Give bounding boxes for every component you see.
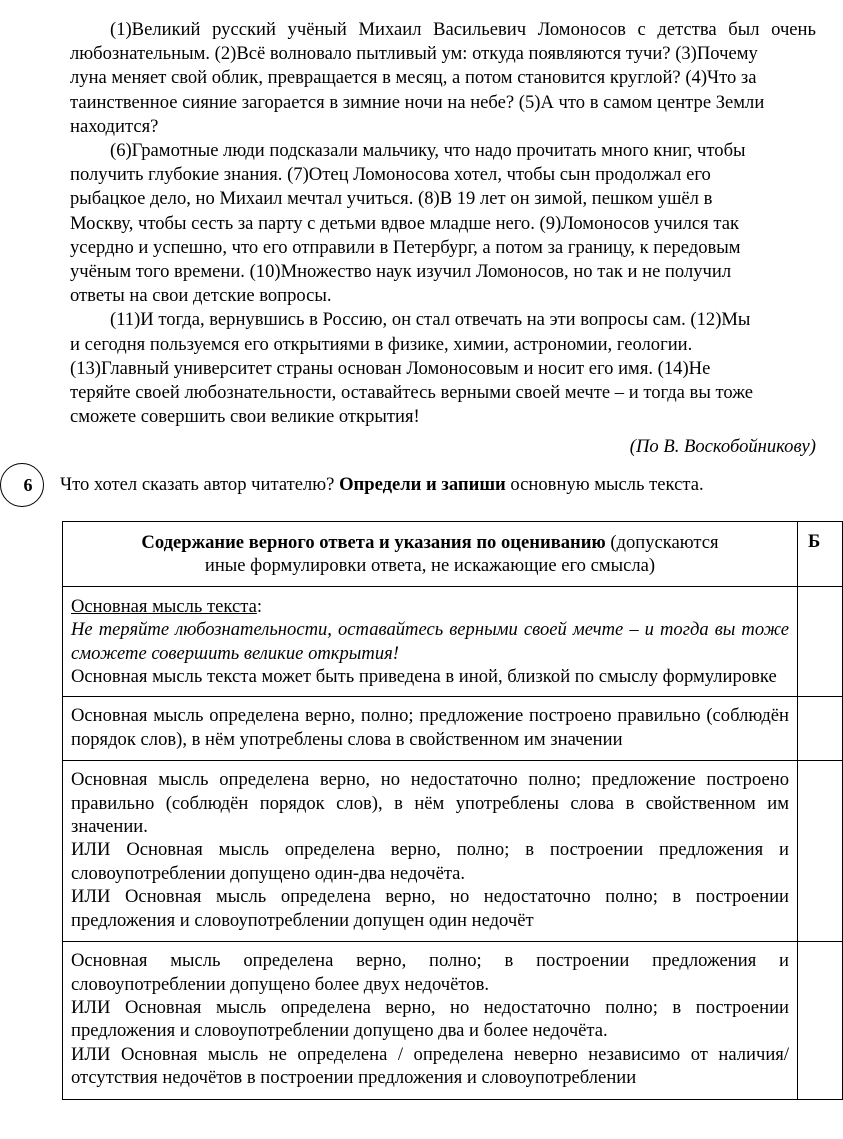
text-line: находится?: [70, 115, 159, 137]
text-line: луна меняет свой облик, превращается в месяц, а потом становится круглой? (4)Что за: [70, 67, 757, 89]
criteria-text: ИЛИ Основная мысль определена верно, но недостаточно полно; в построении предложения и словоупотреблении допущено два и более недочёта.: [71, 996, 789, 1042]
text-line: (11)И тогда, вернувшись в Россию, он стал отвечать на эти вопросы сам. (12)Мы: [110, 309, 751, 331]
main-idea-note: Основная мысль текста может быть приведена в иной, близкой по смыслу формулировке: [71, 666, 777, 688]
score-cell: [798, 697, 843, 761]
source-text: [70, 18, 816, 459]
criteria-text: ИЛИ Основная мысль определена верно, полно; в построении предложения и словоупотреблении допущено один-два недочёта.: [71, 839, 789, 884]
text-line: (13)Главный университет страны основан Ломоносовым и носит его имя. (14)Не: [70, 357, 711, 379]
question-text: Что хотел сказать автор читателю?: [60, 474, 340, 495]
text-line: (1)Великий русский учёный Михаил Васильевич Ломоносов с детства был очень: [110, 19, 816, 40]
task-number-badge: [0, 463, 44, 507]
criteria-cell: [63, 942, 798, 1099]
table-row: [63, 761, 843, 942]
header-title: Содержание верного ответа и указания по оцениванию: [141, 532, 606, 553]
text-line: любознательным. (2)Всё волновало пытливый ум: откуда появляются тучи? (3)Почему: [70, 43, 758, 65]
criteria-text: Основная мысль определена верно, но недостаточно полно; предложение построено правильно (соблюдён порядок слов), в нём употреблены слова в свойственном им значении.: [71, 769, 789, 838]
paragraph-3: [70, 308, 816, 429]
task-number: 6: [23, 474, 33, 495]
task-question: [60, 473, 704, 497]
text-line: усердно и успешно, что его отправили в Петербург, а потом за границу, к передовым: [70, 236, 741, 258]
score-cell: [798, 586, 843, 697]
table-row: [63, 942, 843, 1099]
text-line: таинственное сияние загорается в зимние ночи на небе? (5)А что в самом центре Земли: [70, 91, 765, 113]
text-line: сможете совершить свои великие открытия!: [70, 406, 420, 428]
text-line: учёным того времени. (10)Множество наук изучил Ломоносов, но так и не получил: [70, 261, 732, 283]
criteria-text: Основная мысль определена верно, полно; предложение построено правильно (соблюдён порядок слов), в нём употреблены слова в свойственном им значении: [71, 705, 789, 750]
criteria-text: ИЛИ Основная мысль определена верно, но недостаточно полно; в построении предложения и словоупотреблении допущен один недочёт: [71, 886, 789, 931]
table-row: [63, 697, 843, 761]
answer-cell: [63, 586, 798, 697]
score-header: Б: [808, 531, 821, 552]
text-line: Москву, чтобы сесть за парту с детьми вдвое младше него. (9)Ломоносов учился так: [70, 212, 740, 234]
grading-table: [62, 521, 843, 1100]
header-cell: [63, 522, 798, 587]
label-colon: :: [256, 595, 263, 617]
text-line: ответы на свои детские вопросы.: [70, 285, 332, 307]
criteria-cell: [63, 761, 798, 942]
criteria-cell: [63, 697, 798, 761]
table-row: [63, 586, 843, 697]
main-idea-label: Основная мысль текста: [71, 595, 257, 617]
text-line: получить глубокие знания. (7)Отец Ломоносова хотел, чтобы сын продолжал его: [70, 164, 711, 186]
paragraph-2: [70, 139, 816, 308]
question-text-end: основную мысль текста.: [505, 474, 704, 495]
score-cell: [798, 761, 843, 942]
text-attribution: (По В. Воскобойникову): [629, 436, 816, 458]
criteria-text: ИЛИ Основная мысль не определена / определена неверно независимо от наличия/ отсутствия недочётов в построении предложения и словоупотреблении: [71, 1043, 789, 1089]
question-instruction: Определи и запиши: [339, 474, 506, 495]
text-line: теряйте своей любознательности, оставайтесь верными своей мечте – и тогда вы тоже: [70, 382, 754, 404]
score-cell: [798, 942, 843, 1099]
header-note: (допускаются: [605, 532, 719, 553]
table-header-row: [63, 522, 843, 587]
criteria-text: Основная мысль определена верно, полно; в построении предложения и словоупотреблении допущено более двух недочётов.: [71, 950, 789, 995]
text-line: и сегодня пользуемся его открытиями в физике, химии, астрономии, геологии.: [70, 333, 693, 355]
main-idea-quote: Не теряйте любознательности, оставайтесь верными своей мечте – и тогда вы тоже сможете совершить великие открытия!: [71, 619, 789, 664]
score-header-cell: [798, 522, 843, 587]
paragraph-1: [70, 18, 816, 139]
text-line: (6)Грамотные люди подсказали мальчику, что надо прочитать много книг, чтобы: [110, 140, 746, 162]
text-line: рыбацкое дело, но Михаил мечтал учиться. (8)В 19 лет он зимой, пешком ушёл в: [70, 188, 713, 210]
header-note-line2: иные формулировки ответа, не искажающие его смысла): [204, 555, 656, 577]
